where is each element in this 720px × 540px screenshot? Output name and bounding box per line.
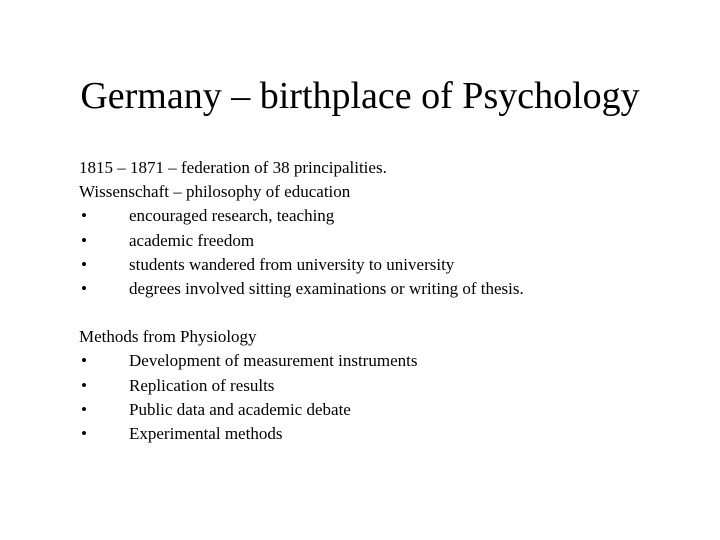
bullet-glyph: • [81,278,87,298]
bullet-glyph: • [81,399,87,419]
section-gap [79,301,699,325]
bullet-text: degrees involved sitting examinations or writing of thesis. [129,278,524,298]
bullet-item [79,229,699,253]
bullet-item [79,253,699,277]
intro-line-federation: 1815 – 1871 – federation of 38 principalities. [79,158,387,177]
intro-line-wissenschaft: Wissenschaft – philosophy of education [79,182,351,202]
bullet-text: Development of measurement instruments [129,351,418,371]
bullet-glyph: • [81,375,87,395]
section-heading-methods: Methods from Physiology [79,327,257,347]
bullet-item [79,374,699,398]
bullet-text: encouraged research, teaching [129,206,335,226]
bullet-item [79,277,699,301]
slide-title: Germany – birthplace of Psychology [80,75,640,117]
bullet-item [79,204,699,228]
bullet-glyph: • [81,423,87,443]
bullet-glyph: • [81,206,87,226]
bullet-text: students wandered from university to university [129,254,455,274]
bullet-glyph: • [81,351,87,371]
bullet-item [79,398,699,422]
bullet-text: academic freedom [129,230,255,250]
bullet-text: Experimental methods [129,423,283,443]
bullet-glyph: • [81,230,87,250]
bullet-glyph: • [81,254,87,274]
bullet-item [79,422,699,446]
bullet-item [79,349,699,373]
bullet-text: Public data and academic debate [129,399,351,419]
bullet-text: Replication of results [129,375,275,395]
slide-body [79,156,699,446]
